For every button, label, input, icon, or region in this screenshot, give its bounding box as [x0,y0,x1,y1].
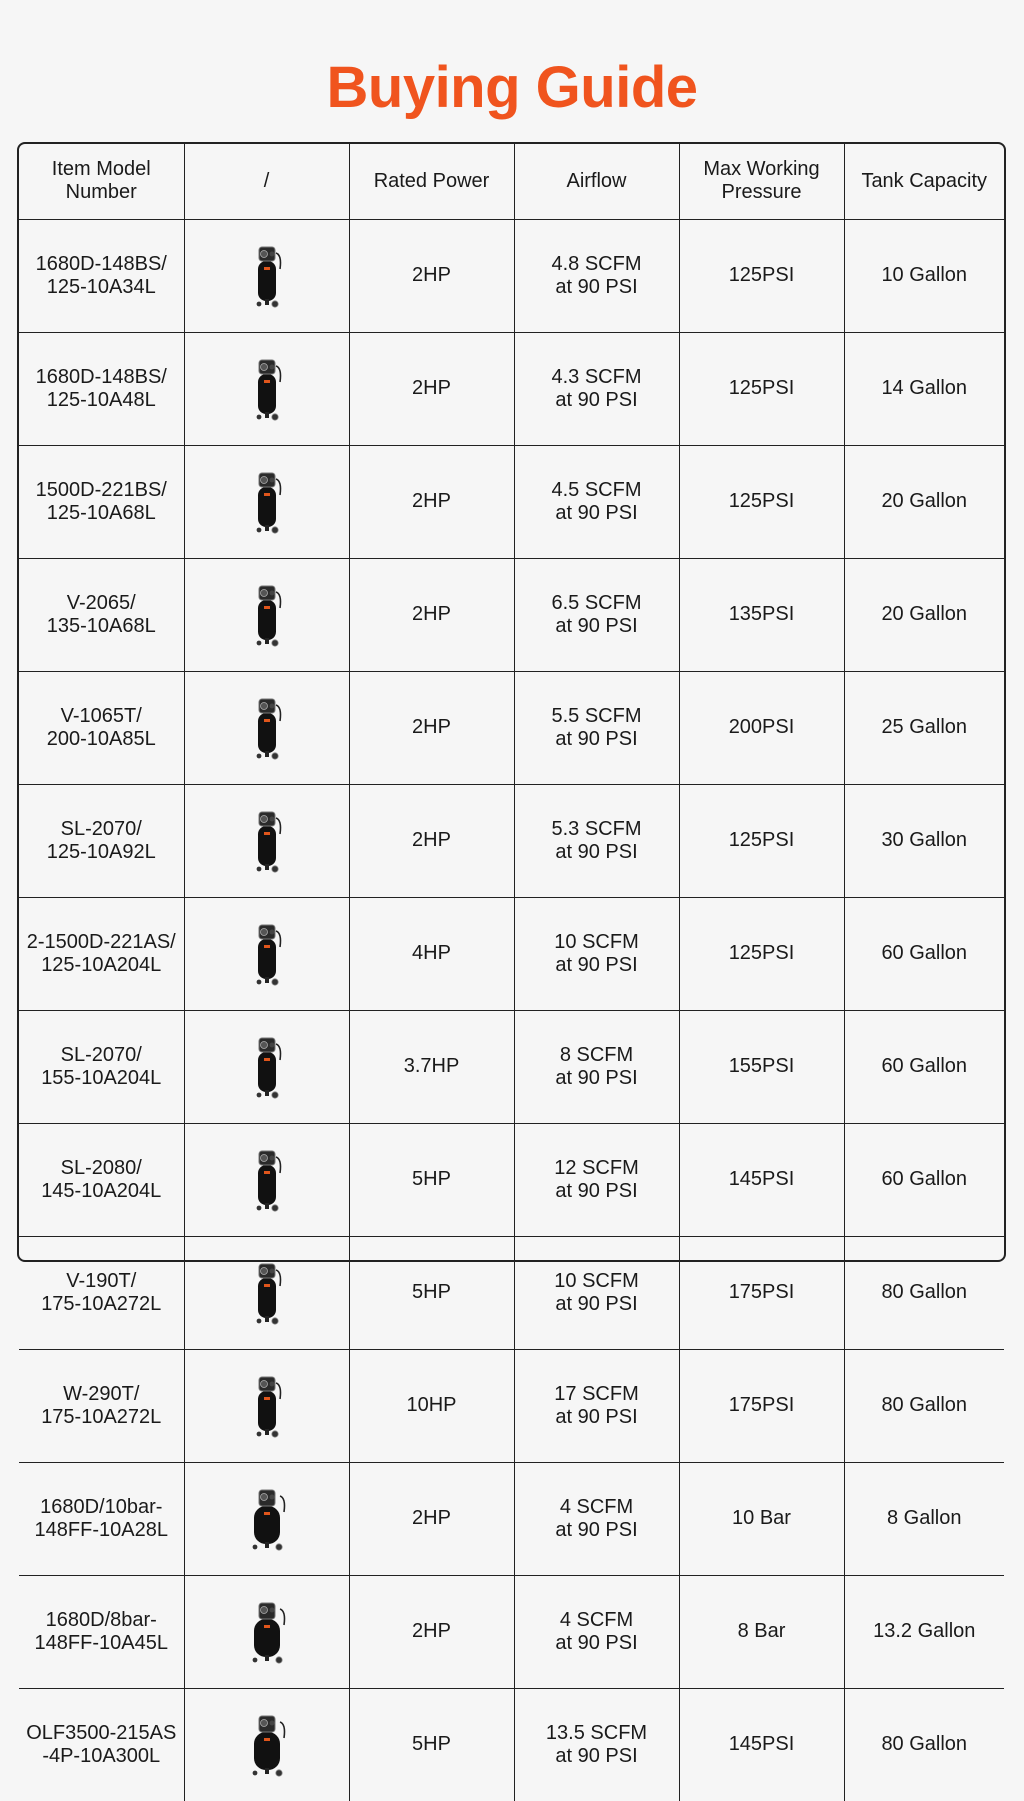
cell-tank-capacity: 80 Gallon [844,1349,1004,1462]
cell-model-number: 1680D-148BS/ 125-10A34L [19,219,184,332]
cell-airflow: 12 SCFM at 90 PSI [514,1123,679,1236]
cell-rated-power: 2HP [349,1462,514,1575]
cell-max-working-pressure: 125PSI [679,332,844,445]
cell-model-number: 1500D-221BS/ 125-10A68L [19,445,184,558]
header-tank-capacity: Tank Capacity [844,144,1004,219]
cell-product-image [184,897,349,1010]
cell-product-image [184,558,349,671]
cell-rated-power: 3.7HP [349,1010,514,1123]
cell-product-image [184,1688,349,1801]
cell-model-number: 1680D/8bar- 148FF-10A45L [19,1575,184,1688]
cell-tank-capacity: 25 Gallon [844,671,1004,784]
cell-airflow: 17 SCFM at 90 PSI [514,1349,679,1462]
table-row [19,1123,1004,1236]
table-row [19,671,1004,784]
cell-airflow: 8 SCFM at 90 PSI [514,1010,679,1123]
cell-max-working-pressure: 200PSI [679,671,844,784]
cell-model-number: V-2065/ 135-10A68L [19,558,184,671]
cell-product-image [184,445,349,558]
cell-airflow: 4.8 SCFM at 90 PSI [514,219,679,332]
cell-tank-capacity: 10 Gallon [844,219,1004,332]
cell-tank-capacity: 20 Gallon [844,558,1004,671]
cell-max-working-pressure: 145PSI [679,1123,844,1236]
cell-airflow: 4.3 SCFM at 90 PSI [514,332,679,445]
cell-max-working-pressure: 125PSI [679,784,844,897]
cell-product-image [184,1349,349,1462]
table-row [19,784,1004,897]
table-row [19,1575,1004,1688]
cell-rated-power: 10HP [349,1349,514,1462]
header-image: / [184,144,349,219]
cell-model-number: V-190T/ 175-10A272L [19,1236,184,1349]
cell-airflow: 13.5 SCFM at 90 PSI [514,1688,679,1801]
cell-product-image [184,1462,349,1575]
page-title: Buying Guide [326,55,698,120]
cell-airflow: 10 SCFM at 90 PSI [514,1236,679,1349]
cell-rated-power: 5HP [349,1123,514,1236]
table-row [19,219,1004,332]
cell-product-image [184,332,349,445]
cell-tank-capacity: 14 Gallon [844,332,1004,445]
cell-product-image [184,1236,349,1349]
cell-product-image [184,1123,349,1236]
cell-tank-capacity: 60 Gallon [844,1123,1004,1236]
cell-tank-capacity: 8 Gallon [844,1462,1004,1575]
table-row [19,558,1004,671]
cell-model-number: SL-2070/ 155-10A204L [19,1010,184,1123]
table-row [19,897,1004,1010]
header-max-working-pressure: Max Working Pressure [679,144,844,219]
cell-tank-capacity: 30 Gallon [844,784,1004,897]
cell-max-working-pressure: 10 Bar [679,1462,844,1575]
compressor-icon [187,1712,347,1778]
cell-tank-capacity: 80 Gallon [844,1688,1004,1801]
cell-model-number: SL-2070/ 125-10A92L [19,784,184,897]
table-row [19,445,1004,558]
cell-airflow: 5.5 SCFM at 90 PSI [514,671,679,784]
cell-rated-power: 2HP [349,784,514,897]
cell-max-working-pressure: 145PSI [679,1688,844,1801]
table-row [19,1462,1004,1575]
table-row [19,1010,1004,1123]
table-row [19,1688,1004,1801]
cell-airflow: 4 SCFM at 90 PSI [514,1462,679,1575]
header-rated-power: Rated Power [349,144,514,219]
cell-model-number: V-1065T/ 200-10A85L [19,671,184,784]
cell-product-image [184,784,349,897]
compressor-icon [187,1373,347,1439]
cell-airflow: 6.5 SCFM at 90 PSI [514,558,679,671]
cell-airflow: 4 SCFM at 90 PSI [514,1575,679,1688]
header-item-model-number: Item Model Number [19,144,184,219]
cell-rated-power: 5HP [349,1688,514,1801]
compressor-icon [187,808,347,874]
cell-model-number: 2-1500D-221AS/ 125-10A204L [19,897,184,1010]
cell-max-working-pressure: 155PSI [679,1010,844,1123]
cell-tank-capacity: 20 Gallon [844,445,1004,558]
cell-model-number: W-290T/ 175-10A272L [19,1349,184,1462]
cell-model-number: OLF3500-215AS -4P-10A300L [19,1688,184,1801]
compressor-icon [187,243,347,309]
compressor-icon [187,1486,347,1552]
cell-airflow: 4.5 SCFM at 90 PSI [514,445,679,558]
cell-rated-power: 2HP [349,558,514,671]
cell-max-working-pressure: 125PSI [679,219,844,332]
cell-rated-power: 2HP [349,1575,514,1688]
cell-max-working-pressure: 8 Bar [679,1575,844,1688]
cell-airflow: 5.3 SCFM at 90 PSI [514,784,679,897]
header-airflow: Airflow [514,144,679,219]
compressor-icon [187,1260,347,1326]
table-row [19,332,1004,445]
buying-guide-table [17,142,1006,1767]
compressor-icon [187,356,347,422]
cell-product-image [184,1575,349,1688]
cell-tank-capacity: 13.2 Gallon [844,1575,1004,1688]
table-row [19,1236,1004,1349]
cell-product-image [184,671,349,784]
cell-product-image [184,219,349,332]
cell-rated-power: 2HP [349,671,514,784]
cell-product-image [184,1010,349,1123]
cell-tank-capacity: 80 Gallon [844,1236,1004,1349]
table-header-row [19,144,1004,219]
cell-max-working-pressure: 125PSI [679,445,844,558]
compressor-icon [187,695,347,761]
cell-max-working-pressure: 175PSI [679,1236,844,1349]
compressor-icon [187,1034,347,1100]
cell-max-working-pressure: 125PSI [679,897,844,1010]
table-row [19,1349,1004,1462]
cell-max-working-pressure: 135PSI [679,558,844,671]
cell-tank-capacity: 60 Gallon [844,1010,1004,1123]
compressor-icon [187,921,347,987]
compressor-icon [187,1147,347,1213]
cell-max-working-pressure: 175PSI [679,1349,844,1462]
cell-rated-power: 2HP [349,445,514,558]
cell-rated-power: 5HP [349,1236,514,1349]
cell-rated-power: 4HP [349,897,514,1010]
cell-airflow: 10 SCFM at 90 PSI [514,897,679,1010]
compressor-icon [187,469,347,535]
cell-model-number: 1680D-148BS/ 125-10A48L [19,332,184,445]
cell-model-number: SL-2080/ 145-10A204L [19,1123,184,1236]
cell-tank-capacity: 60 Gallon [844,897,1004,1010]
cell-rated-power: 2HP [349,219,514,332]
compressor-icon [187,582,347,648]
compressor-icon [187,1599,347,1665]
cell-model-number: 1680D/10bar- 148FF-10A28L [19,1462,184,1575]
cell-rated-power: 2HP [349,332,514,445]
